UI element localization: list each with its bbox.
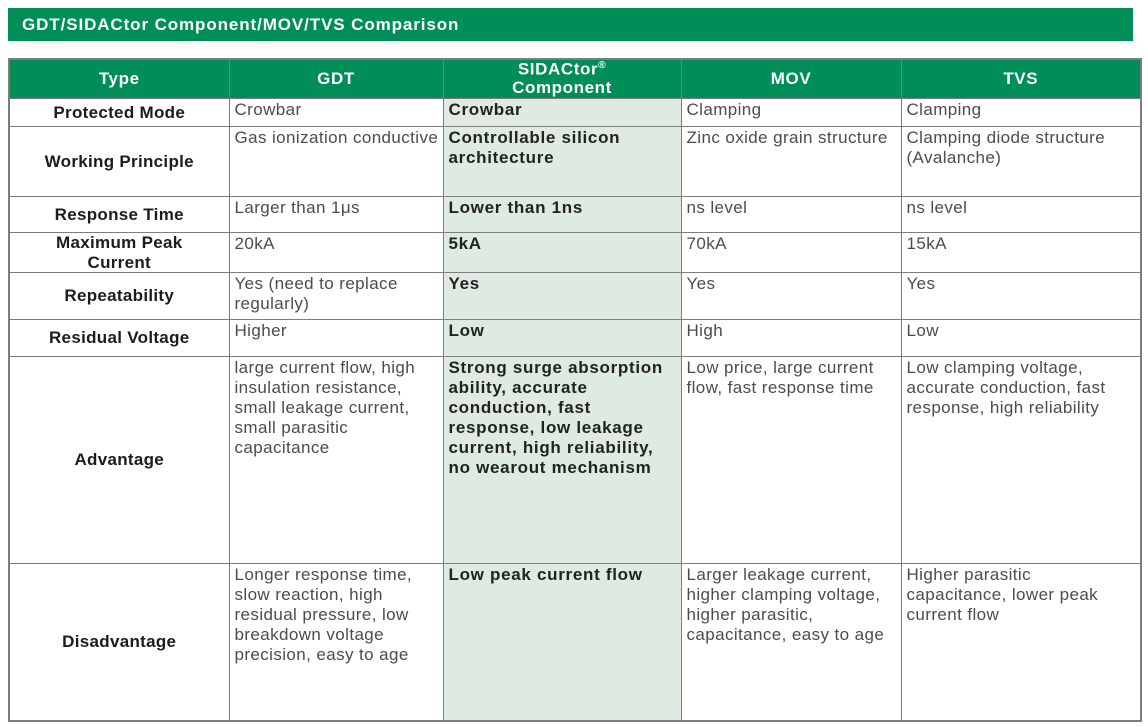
row-advantage: [9, 357, 1141, 564]
row-working-principle: [9, 127, 1141, 197]
row-label-response-time: Response Time: [9, 197, 229, 233]
column-header-gdt: GDT: [229, 59, 443, 99]
row-residual-voltage: [9, 320, 1141, 357]
registered-trademark-symbol: ®: [598, 60, 607, 71]
cell-residual-voltage-gdt: Higher: [229, 320, 443, 357]
row-disadvantage: [9, 564, 1141, 721]
cell-repeatability-sidactor: Yes: [443, 273, 681, 320]
cell-repeatability-mov: Yes: [681, 273, 901, 320]
cell-repeatability-gdt: Yes (need to replace regularly): [229, 273, 443, 320]
cell-maximum-peak-current-gdt: 20kA: [229, 233, 443, 273]
row-label-protected-mode: Protected Mode: [9, 99, 229, 127]
cell-disadvantage-mov: Larger leakage current, higher clamping voltage, higher parasitic, capacitance, easy to age: [681, 564, 901, 721]
cell-working-principle-tvs: Clamping diode structure (Avalanche): [901, 127, 1141, 197]
comparison-table: [8, 58, 1142, 722]
row-label-disadvantage: Disadvantage: [9, 564, 229, 721]
cell-disadvantage-tvs: Higher parasitic capacitance, lower peak current flow: [901, 564, 1141, 721]
cell-maximum-peak-current-tvs: 15kA: [901, 233, 1141, 273]
cell-advantage-tvs: Low clamping voltage, accurate conduction, fast response, high reliability: [901, 357, 1141, 564]
cell-residual-voltage-tvs: Low: [901, 320, 1141, 357]
cell-maximum-peak-current-mov: 70kA: [681, 233, 901, 273]
cell-protected-mode-gdt: Crowbar: [229, 99, 443, 127]
cell-advantage-gdt: large current flow, high insulation resistance, small leakage current, small parasitic capacitance: [229, 357, 443, 564]
column-header-mov: MOV: [681, 59, 901, 99]
cell-response-time-tvs: ns level: [901, 197, 1141, 233]
row-protected-mode: [9, 99, 1141, 127]
sidactor-header-line2: Component: [512, 78, 612, 98]
column-header-sidactor: [443, 59, 681, 99]
row-maximum-peak-current: [9, 233, 1141, 273]
cell-disadvantage-sidactor: Low peak current flow: [443, 564, 681, 721]
cell-residual-voltage-sidactor: Low: [443, 320, 681, 357]
row-label-working-principle: Working Principle: [9, 127, 229, 197]
row-label-repeatability: Repeatability: [9, 273, 229, 320]
cell-disadvantage-gdt: Longer response time, slow reaction, high residual pressure, low breakdown voltage precision, easy to age: [229, 564, 443, 721]
cell-maximum-peak-current-sidactor: 5kA: [443, 233, 681, 273]
cell-protected-mode-tvs: Clamping: [901, 99, 1141, 127]
cell-protected-mode-mov: Clamping: [681, 99, 901, 127]
cell-residual-voltage-mov: High: [681, 320, 901, 357]
title-bar: [8, 8, 1133, 41]
cell-protected-mode-sidactor: Crowbar: [443, 99, 681, 127]
cell-repeatability-tvs: Yes: [901, 273, 1141, 320]
row-response-time: [9, 197, 1141, 233]
column-header-type: Type: [9, 59, 229, 99]
column-header-tvs: TVS: [901, 59, 1141, 99]
cell-response-time-mov: ns level: [681, 197, 901, 233]
cell-working-principle-mov: Zinc oxide grain structure: [681, 127, 901, 197]
cell-advantage-sidactor: Strong surge absorption ability, accurate conduction, fast response, low leakage current, high reliability, no wearout mechanism: [443, 357, 681, 564]
cell-response-time-gdt: Larger than 1μs: [229, 197, 443, 233]
row-label-residual-voltage: Residual Voltage: [9, 320, 229, 357]
row-repeatability: [9, 273, 1141, 320]
row-label-maximum-peak-current: Maximum Peak Current: [9, 233, 229, 273]
cell-response-time-sidactor: Lower than 1ns: [443, 197, 681, 233]
table-header-row: [9, 59, 1141, 99]
sidactor-header-line1: SIDACtor: [517, 59, 599, 79]
cell-working-principle-gdt: Gas ionization conductive: [229, 127, 443, 197]
cell-working-principle-sidactor: Controllable silicon architecture: [443, 127, 681, 197]
row-label-advantage: Advantage: [9, 357, 229, 564]
page-title: GDT/SIDACtor Component/MOV/TVS Comparison: [22, 14, 460, 34]
cell-advantage-mov: Low price, large current flow, fast response time: [681, 357, 901, 564]
